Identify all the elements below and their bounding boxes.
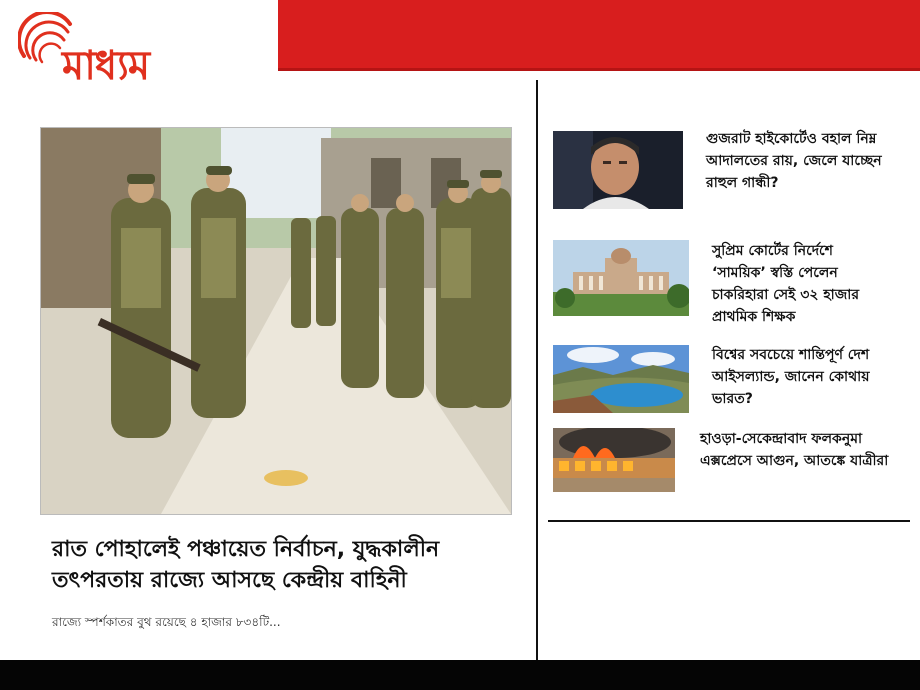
hero-image[interactable]: [40, 127, 512, 515]
train-fire-photo: [553, 428, 675, 492]
news-title-4[interactable]: [700, 428, 912, 472]
news-title-2-line-3: চাকরিহারা সেই ৩২ হাজার: [712, 287, 860, 303]
supreme-court-building-photo: [553, 240, 689, 316]
news-title-2-line-2: ‘সাময়িক’ স্বস্তি পেলেন: [712, 265, 838, 281]
news-title-4-line-1: হাওড়া-সেকেন্দ্রাবাদ ফলকনুমা: [700, 431, 863, 447]
news-thumb-3[interactable]: [553, 345, 689, 413]
politician-portrait-photo: [553, 131, 683, 209]
news-title-1-line-3: রাহুল গান্ধী?: [706, 175, 779, 191]
news-title-3-line-3: ভারত?: [712, 391, 753, 407]
column-divider: [536, 80, 538, 668]
news-title-2-line-4: প্রাথমিক শিক্ষক: [712, 309, 796, 325]
hero-headline[interactable]: [52, 534, 522, 596]
news-title-4-line-2: এক্সপ্রেসে আগুন, আতঙ্কে যাত্রীরা: [700, 453, 889, 469]
news-title-2[interactable]: [712, 240, 912, 328]
news-title-1[interactable]: [706, 128, 911, 194]
logo-text: মাধ্যম: [62, 43, 150, 89]
hero-headline-line-1: রাত পোহালেই পঞ্চায়েত নির্বাচন, যুদ্ধকালীন: [52, 537, 440, 562]
iceland-lake-landscape-photo: [553, 345, 689, 413]
news-title-1-line-1: গুজরাট হাইকোর্টেও বহাল নিম্ন: [706, 131, 877, 147]
hero-summary: রাজ্যে স্পর্শকাতর বুথ রয়েছে ৪ হাজার ৮৩৪টি...: [52, 615, 281, 629]
news-title-1-line-2: আদালতের রায়, জেলে যাচ্ছেন: [706, 153, 882, 169]
news-title-3-line-2: আইসল্যান্ড, জানেন কোথায়: [712, 369, 870, 385]
news-thumb-1[interactable]: [553, 131, 683, 209]
news-title-2-line-1: সুপ্রিম কোর্টের নির্দেশে: [712, 243, 833, 259]
site-logo[interactable]: [18, 12, 218, 89]
news-title-3-line-1: বিশ্বের সবচেয়ে শান্তিপূর্ণ দেশ: [712, 347, 870, 363]
soldiers-patrol-photo: [41, 128, 511, 514]
news-title-3[interactable]: [712, 344, 912, 410]
hero-headline-line-2: তৎপরতায় রাজ্যে আসছে কেন্দ্রীয় বাহিনী: [52, 568, 407, 593]
sidebar-bottom-divider: [548, 520, 910, 522]
news-thumb-4[interactable]: [553, 428, 675, 492]
header-underline: [278, 68, 920, 71]
footer-bar: [0, 660, 920, 690]
news-thumb-2[interactable]: [553, 240, 689, 316]
header-red-bar: [278, 0, 920, 68]
